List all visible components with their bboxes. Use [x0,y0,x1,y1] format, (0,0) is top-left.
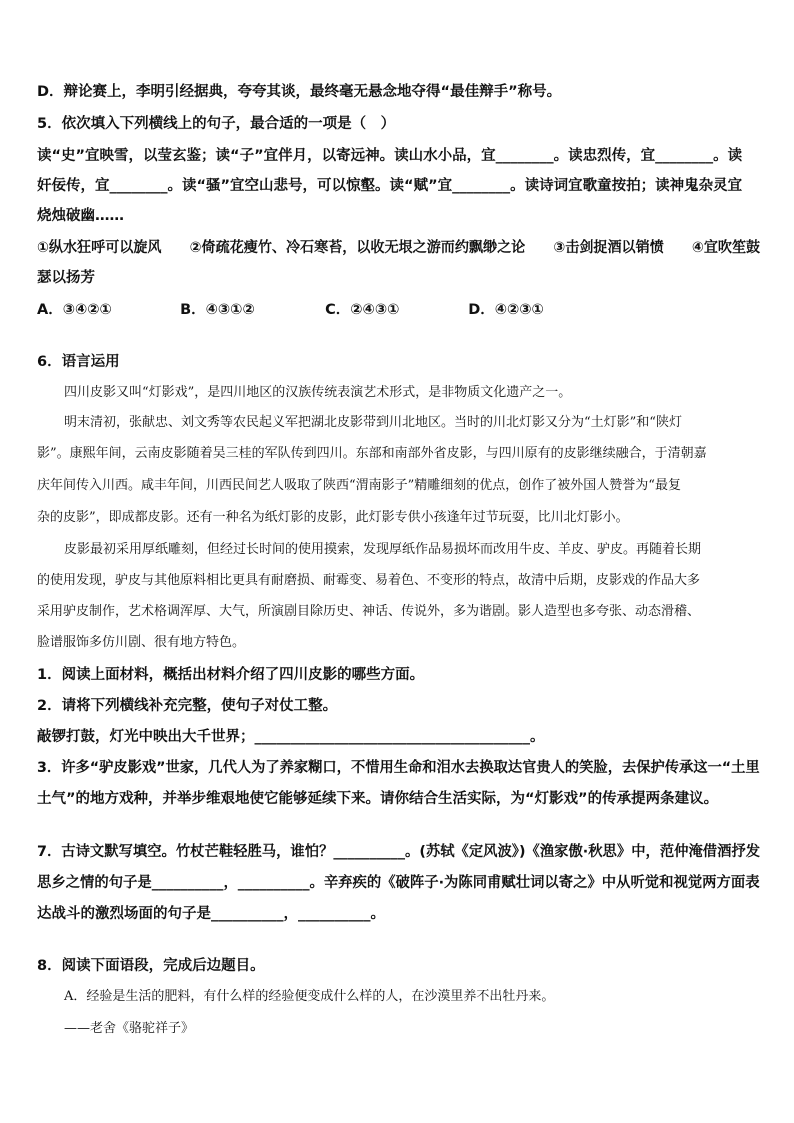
q5-passage-line: 奸佞传，宜________。读“骚”宜空山悲号，可以惊壑。读“赋”宜________。读诗词宜歌童按拍；读神鬼杂灵宜 [37,178,743,194]
q5-passage-line: 烧烛破幽…… [37,208,124,224]
q5-options [37,300,544,320]
q5-option-d: D．④②③① [468,302,544,318]
q6-title: 6．语言运用 [37,354,120,370]
q6-passage-line: 明末清初，张献忠、刘文秀等农民起义军把湖北皮影带到川北地区。当时的川北灯影又分为“土灯影”和“陕灯 [64,415,682,430]
q6-subquestion-3: 土气”的地方戏种，并举步维艰地使它能够延续下来。请你结合生活实际，为“灯影戏”的传承提两条建议。 [37,791,719,807]
q5-choices-line: ①纵水狂呼可以旋风 ②倚疏花瘦竹、冷石寒苔，以收无垠之游而约飘缈之论 ③击剑捉酒以销愤 ④宜吹笙鼓 [37,240,761,256]
q6-passage-line: 四川皮影又叫“灯影戏”，是四川地区的汉族传统表演艺术形式，是非物质文化遗产之一。 [64,385,572,400]
q6-subquestion-3: 3．许多“驴皮影戏”世家，几代人为了养家糊口，不惜用生命和泪水去换取达官贵人的笑脸，去保护传承这一“土里 [37,760,760,776]
q6-subquestion-1: 1．阅读上面材料，概括出材料介绍了四川皮影的哪些方面。 [37,667,425,683]
q6-passage-line: 庆年间传入川西。咸丰年间，川西民间艺人吸取了陕西“渭南影子”精雕细刻的优点，创作了被外国人赞誉为“最复 [37,478,681,493]
q8-title: 8．阅读下面语段，完成后边题目。 [37,958,265,974]
q5-option-b: B．④③①② [180,302,255,318]
q5-passage-line: 读“史”宜映雪，以莹玄鉴；读“子”宜伴月，以寄远神。读山水小品，宜________。读忠烈传，宜________。读 [37,148,743,164]
q6-passage-line: 采用驴皮制作，艺术格调浑厚、大气，所演剧目除历史、神话、传说外，多为谐剧。影人造型也多夸张、动态滑稽、 [37,604,701,619]
q5-option-a: A．③④②① [37,302,112,318]
q6-passage-line: 杂的皮影”，即成都皮影。还有一种名为纸灯影的皮影，此灯影专供小孩逢年过节玩耍，比川北灯影小。 [37,510,629,525]
q6-passage-line: 皮影最初采用厚纸雕刻，但经过长时间的使用摸索，发现厚纸作品易损坏而改用牛皮、羊皮、驴皮。再随着长期 [64,542,702,557]
q7-line: 思乡之情的句子是__________，__________。辛弃疾的《破阵子·为陈同甫赋壮词以寄之》中从听觉和视觉两方面表 [37,875,760,891]
q5-stem: 5．依次填入下列横线上的句子，最合适的一项是（ ） [37,116,396,132]
q5-option-c: C．②④③① [325,302,400,318]
q6-passage-line: 脸谱服饰多仿川剧、很有地方特色。 [37,635,246,650]
q6-passage-line: 影”。康熙年间，云南皮影随着吴三桂的军队传到四川。东部和南部外省皮影，与四川原有的皮影继续融合，于清朝嘉 [37,446,707,461]
q6-subquestion-2-blank: 敲锣打鼓，灯光中映出大千世界；______________________________________。 [37,729,545,745]
q7-line: 达战斗的激烈场面的句子是__________，__________。 [37,906,385,922]
q8-quote: A．经验是生活的肥料，有什么样的经验便变成什么样的人，在沙漠里养不出牡丹来。 [64,989,555,1004]
q6-subquestion-2: 2．请将下列横线补充完整，使句子对仗工整。 [37,698,338,714]
q4-option-d: D．辩论赛上，李明引经据典，夸夸其谈，最终毫无悬念地夺得“最佳辩手”称号。 [37,84,562,100]
q6-passage-line: 的使用发现，驴皮与其他原料相比更具有耐磨损、耐霉变、易着色、不变形的特点，故清中后期，皮影戏的作品大多 [37,573,701,588]
q8-source: ——老舍《骆驼祥子》 [64,1021,195,1036]
q7-line: 7．古诗文默写填空。竹杖芒鞋轻胜马，谁怕？__________。(苏轼《定风波》)《渔家傲·秋思》中，范仲淹借酒抒发 [37,844,761,860]
q5-choices-line: 瑟以扬芳 [37,270,95,286]
